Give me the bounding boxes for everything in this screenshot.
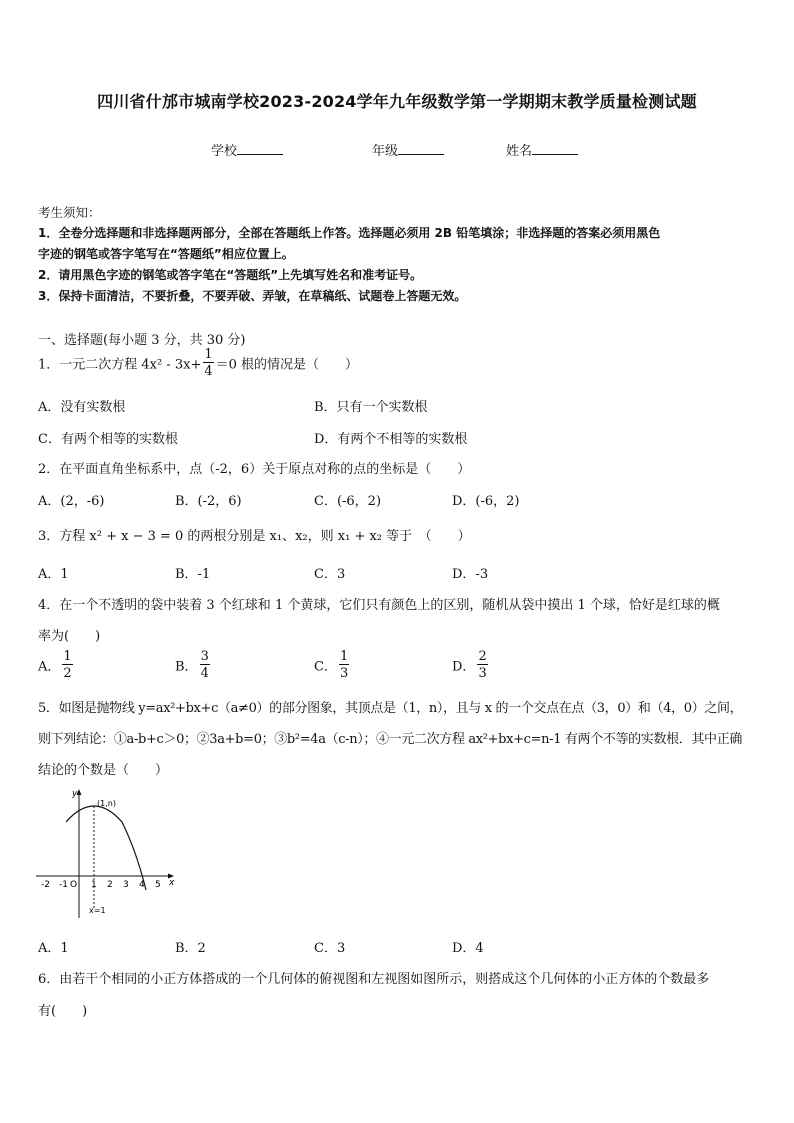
name-label: 姓名 [506, 144, 533, 159]
grade-label: 年级 [372, 144, 399, 159]
question-5-line-3: 结论的个数是（ ） [38, 763, 169, 778]
question-4-line-1: 4．在一个不透明的袋中装着 3 个红球和 1 个黄球，它们只有颜色上的区别，随机从袋中摸出 1 个球，恰好是红球的概 [38, 598, 720, 613]
question-1 [38, 348, 358, 378]
notice-line-2: 2．请用黑色字迹的钢笔或答字笔在“答题纸”上先填写姓名和准考证号。 [38, 268, 423, 282]
q4-c-den: 3 [339, 666, 349, 681]
tick-5: 5 [155, 880, 161, 890]
q4-a-label: A． [38, 659, 61, 675]
q4-a-den: 2 [63, 666, 72, 681]
q4-option-c[interactable] [314, 650, 351, 680]
q4-b-label: B． [175, 659, 198, 675]
school-field[interactable] [211, 140, 283, 159]
q3-option-d[interactable]: D．-3 [452, 567, 489, 582]
q1-fraction [203, 348, 213, 378]
parabola-curve [66, 806, 146, 890]
q4-d-den: 3 [478, 666, 487, 681]
q4-c-label: C． [314, 659, 337, 675]
q1-suffix: ＝0 根的情况是（ ） [215, 357, 359, 373]
grade-blank[interactable] [398, 142, 444, 155]
notice-line-1b: 字迹的钢笔或答字笔写在“答题纸”相应位置上。 [38, 247, 294, 261]
question-6-line-2: 有( ) [38, 1004, 88, 1019]
question-5-line-1: 5．如图是抛物线 y=ax²+bx+c（a≠0）的部分图象，其顶点是（1，n），且与 x 的一个交点在点（3，0）和（4，0）之间， [38, 701, 743, 716]
tick-1: 1 [91, 880, 97, 890]
q4-b-num: 3 [200, 649, 209, 664]
q1-option-a[interactable]: A．没有实数根 [38, 400, 126, 415]
q4-option-d[interactable] [452, 650, 490, 680]
school-label: 学校 [211, 144, 238, 159]
tick-3: 3 [123, 880, 129, 890]
q2-option-d[interactable]: D．(-6，2) [452, 494, 520, 509]
q5-option-a[interactable]: A．1 [38, 941, 69, 956]
vertex-label: (1,n) [97, 799, 116, 808]
tick-neg1: -1 [59, 880, 68, 890]
q4-d-label: D． [452, 659, 476, 675]
q1-prefix: 1．一元二次方程 4x² - 3x+ [38, 357, 202, 373]
q3-option-b[interactable]: B．-1 [175, 567, 211, 582]
notice-line-3: 3．保持卡面清洁，不要折叠，不要弄破、弄皱，在草稿纸、试题卷上答题无效。 [38, 289, 467, 303]
q4-c-num: 1 [339, 649, 349, 664]
q3-option-c[interactable]: C．3 [314, 567, 346, 582]
q3-option-a[interactable]: A．1 [38, 567, 69, 582]
q4-b-den: 4 [200, 666, 209, 681]
q4-d-num: 2 [478, 649, 487, 664]
tick-2: 2 [107, 880, 113, 890]
tick-origin: O [70, 880, 78, 890]
tick-4: 4 [139, 880, 145, 890]
q1-option-b[interactable]: B．只有一个实数根 [314, 400, 428, 415]
question-4-line-2: 率为( ) [38, 629, 101, 644]
q1-option-c[interactable]: C．有两个相等的实数根 [38, 432, 178, 447]
page-title: 四川省什邡市城南学校2023-2024学年九年级数学第一学期期末教学质量检测试题 [97, 92, 697, 111]
name-field[interactable] [506, 140, 578, 159]
notice-heading: 考生须知： [38, 205, 101, 220]
q4-option-a[interactable] [38, 650, 75, 680]
question-5-line-2: 则下列结论：①a-b+c＞0；②3a+b=0；③b²=4a（c-n）；④一元二次方程 ax²+bx+c=n-1 有两个不等的实数根．其中正确 [38, 732, 743, 747]
section-heading: 一、选择题(每小题 3 分，共 30 分) [38, 333, 246, 348]
y-label: y [72, 789, 78, 799]
q1-option-d[interactable]: D．有两个不相等的实数根 [314, 432, 468, 447]
question-3: 3．方程 x² + x − 3 = 0 的两根分别是 x₁、x₂，则 x₁ + x₂ 等于 （ ） [38, 529, 471, 544]
q2-option-a[interactable]: A．(2，-6) [38, 494, 105, 509]
q5-option-c[interactable]: C．3 [314, 941, 346, 956]
q5-option-b[interactable]: B．2 [175, 941, 206, 956]
tick-neg2: -2 [41, 880, 50, 890]
q2-option-c[interactable]: C．(-6，2) [314, 494, 382, 509]
x-label: x [169, 878, 175, 888]
name-blank[interactable] [532, 142, 578, 155]
question-2: 2．在平面直角坐标系中，点（-2，6）关于原点对称的点的坐标是（ ） [38, 462, 471, 477]
school-blank[interactable] [237, 142, 283, 155]
q1-frac-den: 4 [204, 364, 213, 379]
q1-frac-num: 1 [204, 347, 213, 362]
q4-option-b[interactable] [175, 650, 212, 680]
symmetry-label: x=1 [89, 906, 106, 915]
q4-a-num: 1 [63, 649, 72, 664]
q5-option-d[interactable]: D．4 [452, 941, 484, 956]
notice-line-1: 1．全卷分选择题和非选择题两部分，全部在答题纸上作答。选择题必须用 2B 铅笔填涂；非选择题的答案必须用黑色 [38, 226, 661, 240]
parabola-graph [34, 784, 184, 920]
grade-field[interactable] [372, 140, 444, 159]
question-6-line-1: 6．由若干个相同的小正方体搭成的一个几何体的俯视图和左视图如图所示，则搭成这个几何体的小正方体的个数最多 [38, 972, 710, 987]
q2-option-b[interactable]: B．(-2，6) [175, 494, 242, 509]
